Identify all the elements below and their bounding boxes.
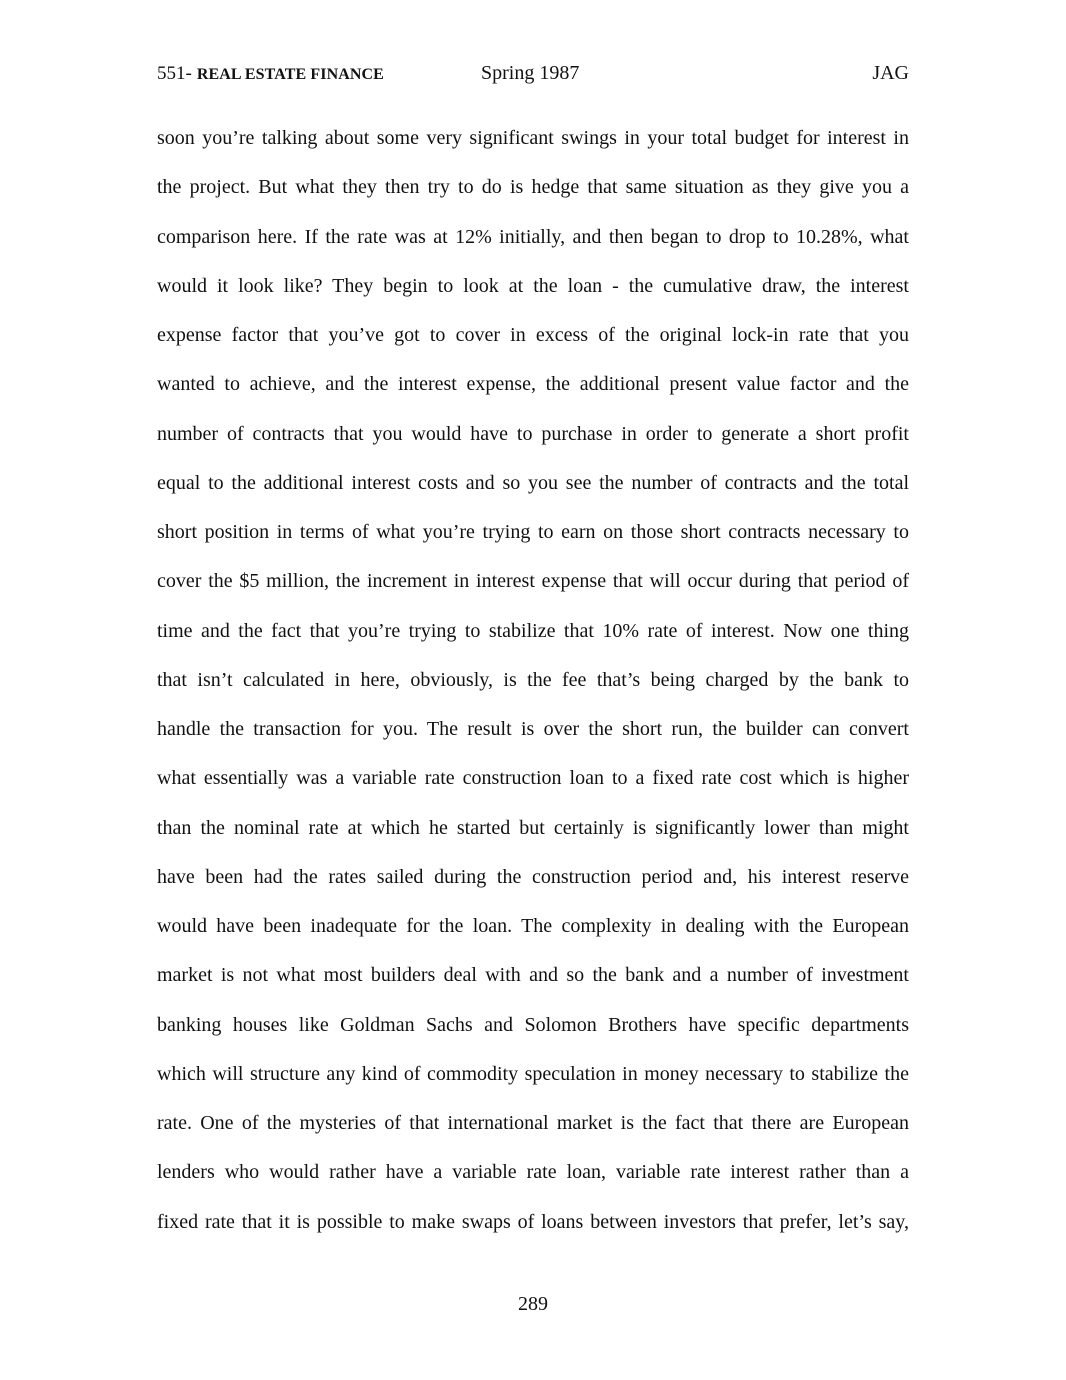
text-line: would it look like? They begin to look at the loan - the cumulative draw, the interest (157, 274, 909, 297)
text-line: wanted to achieve, and the interest expense, the additional present value factor and the (157, 373, 909, 396)
text-line: soon you’re talking about some very significant swings in your total budget for interest in (157, 127, 909, 149)
text-line: rate. One of the mysteries of that international market is the fact that there are European (157, 1112, 909, 1134)
text-line: than the nominal rate at which he started but certainly is significantly lower than might (157, 816, 909, 839)
body-text (157, 123, 909, 1256)
text-line: expense factor that you’ve got to cover in excess of the original lock-in rate that you (157, 324, 909, 346)
text-line: banking houses like Goldman Sachs and Solomon Brothers have specific departments (157, 1013, 909, 1036)
text-line: that isn’t calculated in here, obviously, is the fee that’s being charged by the bank to (157, 668, 909, 691)
text-line: have been had the rates sailed during the construction period and, his interest reserve (157, 865, 909, 888)
text-line: short position in terms of what you’re trying to earn on those short contracts necessary to (157, 521, 909, 543)
course-label (157, 62, 384, 85)
text-line: the project. But what they then try to do is hedge that same situation as they give you a (157, 176, 909, 199)
text-line: fixed rate that it is possible to make swaps of loans between investors that prefer, let’s say, (157, 1210, 909, 1233)
term-label: Spring 1987 (481, 62, 580, 84)
text-line: number of contracts that you would have to purchase in order to generate a short profit (157, 422, 909, 445)
text-line: time and the fact that you’re trying to stabilize that 10% rate of interest. Now one thing (157, 619, 909, 642)
author-initials: JAG (872, 62, 909, 84)
page-number: 289 (518, 1293, 548, 1315)
text-line: what essentially was a variable rate construction loan to a fixed rate cost which is higher (157, 767, 909, 790)
text-line: would have been inadequate for the loan. The complexity in dealing with the European (157, 915, 909, 937)
text-line: equal to the additional interest costs and so you see the number of contracts and the total (157, 471, 909, 494)
text-line: comparison here. If the rate was at 12% initially, and then began to drop to 10.28%, what (157, 225, 909, 248)
course-number: 551- (157, 63, 192, 84)
text-line: which will structure any kind of commodity speculation in money necessary to stabilize the (157, 1062, 909, 1085)
text-line: market is not what most builders deal with and so the bank and a number of investment (157, 964, 909, 987)
page-header (157, 62, 909, 90)
text-line: cover the $5 million, the increment in interest expense that will occur during that period of (157, 570, 909, 593)
text-line: handle the transaction for you. The result is over the short run, the builder can convert (157, 718, 909, 740)
course-title: REAL ESTATE FINANCE (196, 66, 384, 83)
text-line: lenders who would rather have a variable rate loan, variable rate interest rather than a (157, 1161, 909, 1184)
